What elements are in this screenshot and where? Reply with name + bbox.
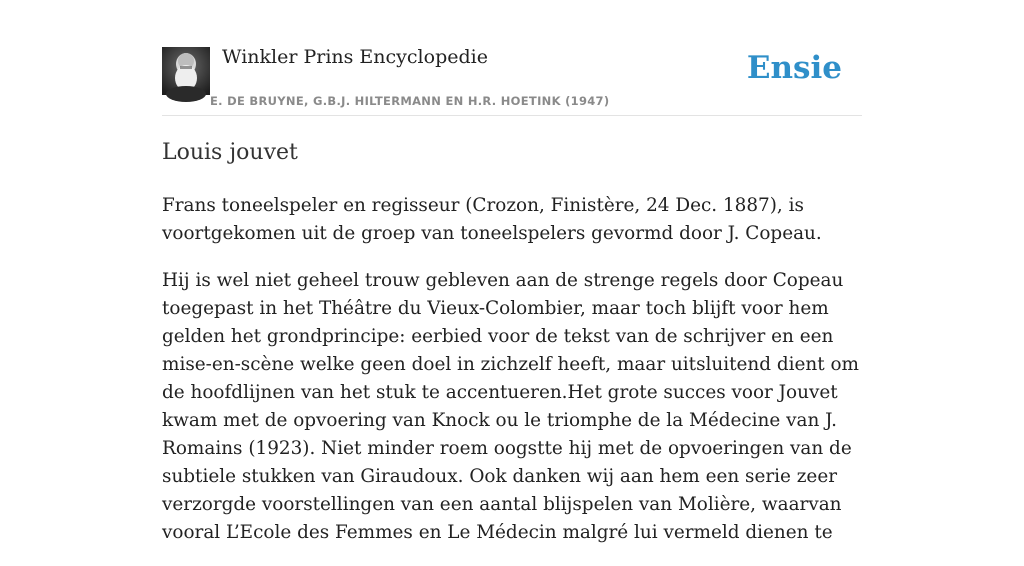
source-authors: E. DE BRUYNE, G.B.J. HILTERMANN EN H.R. HOETINK (1947) xyxy=(210,94,610,108)
source-header xyxy=(162,40,862,116)
article-title: Louis jouvet xyxy=(162,140,298,165)
source-title[interactable]: Winkler Prins Encyclopedie xyxy=(222,46,488,68)
author-avatar[interactable] xyxy=(162,47,210,95)
article-body xyxy=(162,192,866,566)
portrait-icon xyxy=(162,47,210,95)
article-paragraph: Frans toneelspeler en regisseur (Crozon, Finistère, 24 Dec. 1887), is voortgekomen uit de groep van toneelspelers gevormd door J. Copeau. xyxy=(162,195,822,244)
ensie-logo-link[interactable]: Ensie xyxy=(746,50,842,86)
article-paragraph: Hij is wel niet geheel trouw gebleven aan de strenge regels door Copeau toegepast in het Théâtre du Vieux-Colombier, maar toch blijft voor hem gelden het grondprincipe: eerbied voor de tekst van de schrijver en een mise-en-scène welke geen doel in zichzelf heeft, maar uitsluitend dient om de hoofdlijnen van het stuk te accentueren.Het grote succes voor Jouvet kwam met de opvoering van Knock ou le triomphe de la Médecine van J. Romains (1923). Niet minder roem oogstte hij met de opvoeringen van de subtiele stukken van Giraudoux. Ook danken wij aan hem een serie zeer verzorgde voorstellingen van een aantal blijspelen van Molière, waarvan vooral L’Ecole des Femmes en Le Médecin malgré lui vermeld dienen te xyxy=(162,270,859,543)
